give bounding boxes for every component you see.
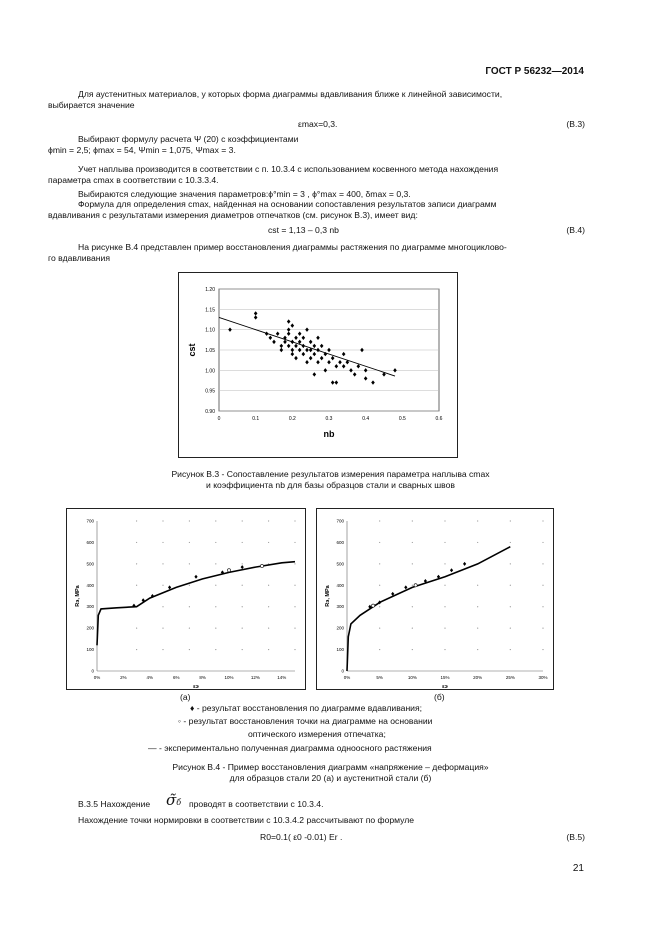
data-point bbox=[349, 368, 353, 372]
grid-dot bbox=[189, 520, 190, 521]
grid-dot bbox=[542, 606, 543, 607]
grid-dot bbox=[444, 606, 445, 607]
grid-dot bbox=[136, 563, 137, 564]
y-tick-label: 200 bbox=[86, 625, 94, 631]
data-point bbox=[331, 356, 335, 360]
grid-dot bbox=[242, 542, 243, 543]
data-point bbox=[309, 340, 313, 344]
paragraph-4: Выбираются следующие значения параметров:ϕ°min = 3 , ϕ°max = 400, δmax = 0,3. bbox=[78, 189, 411, 199]
y-tick-label: 700 bbox=[336, 518, 344, 524]
grid-dot bbox=[379, 520, 380, 521]
figure-b4a-frame bbox=[66, 508, 306, 690]
data-point bbox=[313, 344, 317, 348]
x-tick-label: 0% bbox=[343, 675, 351, 680]
x-axis-label: εэ bbox=[193, 684, 199, 689]
data-point bbox=[265, 332, 269, 336]
grid-dot bbox=[412, 563, 413, 564]
grid-dot bbox=[215, 628, 216, 629]
paragraph-3: Учет наплыва производится в соответствии с п. 10.3.4 с использованием косвенного метода нахождения bbox=[78, 164, 499, 174]
grid-dot bbox=[477, 585, 478, 586]
data-point-diamond bbox=[450, 568, 453, 572]
paragraph-5: Формула для определения cmax, найденная на основании сопоставления результатов записи диаграмм bbox=[78, 199, 497, 209]
x-tick-label: 8% bbox=[199, 675, 206, 680]
paragraph-7a: В.3.5 Нахождение bbox=[78, 799, 151, 809]
grid-dot bbox=[412, 606, 413, 607]
x-tick-label: 25% bbox=[505, 675, 515, 680]
grid-dot bbox=[136, 649, 137, 650]
x-tick-label: 6% bbox=[172, 675, 180, 680]
grid-dot bbox=[542, 520, 543, 521]
grid-dot bbox=[215, 606, 216, 607]
grid-dot bbox=[542, 585, 543, 586]
figure-b4b-frame bbox=[316, 508, 554, 690]
y-tick-label: 1.20 bbox=[205, 287, 215, 293]
data-point bbox=[287, 332, 291, 336]
grid-dot bbox=[379, 628, 380, 629]
x-tick-label: 0.1 bbox=[252, 416, 260, 422]
y-axis-label: Rэ, MPa bbox=[325, 585, 331, 607]
grid-dot bbox=[215, 542, 216, 543]
grid-dot bbox=[294, 585, 295, 586]
equation-b3: εmax=0,3. bbox=[298, 119, 338, 129]
x-tick-label: 0.2 bbox=[288, 416, 296, 422]
legend-line-4: — - экспериментально полученная диаграмма одноосного растяжения bbox=[148, 743, 432, 753]
grid-dot bbox=[189, 628, 190, 629]
grid-dot bbox=[189, 585, 190, 586]
data-point bbox=[320, 356, 324, 360]
grid-dot bbox=[215, 585, 216, 586]
y-tick-label: 0 bbox=[91, 668, 94, 674]
grid-dot bbox=[268, 649, 269, 650]
grid-dot bbox=[444, 628, 445, 629]
data-point bbox=[298, 332, 302, 336]
data-point bbox=[254, 311, 258, 315]
data-point bbox=[302, 336, 306, 340]
data-point bbox=[331, 380, 335, 384]
grid-dot bbox=[189, 563, 190, 564]
x-tick-label: 12% bbox=[250, 675, 260, 680]
x-tick-label: 2% bbox=[120, 675, 127, 680]
data-point bbox=[309, 356, 313, 360]
grid-dot bbox=[510, 585, 511, 586]
grid-dot bbox=[268, 520, 269, 521]
x-tick-label: 0 bbox=[217, 416, 221, 422]
grid-dot bbox=[162, 585, 163, 586]
data-point bbox=[327, 360, 331, 364]
paragraph-1b: выбирается значение bbox=[48, 100, 135, 110]
y-tick-label: 700 bbox=[86, 518, 94, 524]
grid-dot bbox=[542, 563, 543, 564]
data-point bbox=[276, 332, 280, 336]
x-tick-label: 0% bbox=[93, 675, 101, 680]
x-tick-label: 14% bbox=[277, 675, 287, 680]
grid-dot bbox=[542, 542, 543, 543]
x-tick-label: 0.4 bbox=[362, 416, 370, 422]
grid-dot bbox=[412, 628, 413, 629]
x-tick-label: 0.6 bbox=[435, 416, 443, 422]
grid-dot bbox=[268, 542, 269, 543]
grid-dot bbox=[477, 520, 478, 521]
data-point bbox=[291, 348, 295, 352]
figure-b3-chart bbox=[179, 273, 457, 457]
grid-dot bbox=[379, 585, 380, 586]
x-axis-label: εэ bbox=[442, 684, 448, 689]
paragraph-6b: го вдавливания bbox=[48, 253, 111, 263]
experimental-curve bbox=[347, 547, 510, 671]
grid-dot bbox=[136, 520, 137, 521]
figure-b4-caption-2: для образцов стали 20 (а) и аустенитной стали (б) bbox=[229, 773, 432, 783]
paragraph-2: Выбирают формулу расчета Ψ (20) с коэффициентами bbox=[78, 134, 299, 144]
data-point bbox=[342, 364, 346, 368]
y-tick-label: 1.10 bbox=[205, 327, 215, 334]
data-point bbox=[335, 380, 339, 384]
data-point bbox=[294, 356, 298, 360]
grid-dot bbox=[477, 606, 478, 607]
grid-dot bbox=[379, 649, 380, 650]
data-point bbox=[338, 360, 342, 364]
data-point bbox=[302, 344, 306, 348]
data-point bbox=[305, 348, 309, 352]
x-axis-label: nb bbox=[323, 429, 335, 439]
data-point bbox=[316, 348, 320, 352]
y-axis-label: cst bbox=[187, 343, 197, 357]
grid-dot bbox=[242, 585, 243, 586]
x-tick-label: 0.5 bbox=[398, 416, 406, 422]
data-point bbox=[291, 352, 295, 356]
grid-dot bbox=[412, 585, 413, 586]
grid-dot bbox=[379, 563, 380, 564]
paragraph-1: Для аустенитных материалов, у которых форма диаграммы вдавливания ближе к линейной зависимости, bbox=[78, 89, 503, 99]
data-point bbox=[324, 368, 328, 372]
x-tick-label: 10% bbox=[224, 675, 234, 680]
equation-b5-number: (В.5) bbox=[566, 832, 585, 842]
data-point-circle bbox=[260, 564, 263, 567]
grid-dot bbox=[189, 606, 190, 607]
y-tick-label: 200 bbox=[336, 625, 344, 631]
grid-dot bbox=[510, 563, 511, 564]
data-point bbox=[291, 323, 295, 327]
data-point bbox=[280, 348, 284, 352]
grid-dot bbox=[294, 563, 295, 564]
grid-dot bbox=[242, 606, 243, 607]
grid-dot bbox=[510, 628, 511, 629]
grid-dot bbox=[477, 649, 478, 650]
paragraph-3b: параметра cmax в соответствии с 10.3.3.4. bbox=[48, 175, 219, 185]
grid-dot bbox=[444, 585, 445, 586]
y-tick-label: 300 bbox=[86, 604, 94, 610]
grid-dot bbox=[162, 649, 163, 650]
grid-dot bbox=[189, 542, 190, 543]
y-tick-label: 1.05 bbox=[205, 348, 215, 354]
data-point-diamond bbox=[463, 562, 466, 566]
data-point bbox=[357, 364, 361, 368]
data-point bbox=[364, 368, 368, 372]
data-point-circle bbox=[227, 569, 230, 572]
grid-dot bbox=[162, 542, 163, 543]
y-tick-label: 0 bbox=[341, 668, 344, 674]
x-tick-label: 30% bbox=[538, 675, 548, 680]
data-point-diamond bbox=[241, 565, 244, 569]
data-point-diamond bbox=[404, 585, 407, 589]
paragraph-7b: проводят в соответствии с 10.3.4. bbox=[189, 799, 324, 809]
data-point bbox=[316, 336, 320, 340]
y-tick-label: 0.90 bbox=[205, 409, 215, 415]
grid-dot bbox=[379, 542, 380, 543]
data-point bbox=[313, 372, 317, 376]
grid-dot bbox=[136, 542, 137, 543]
fit-line bbox=[219, 317, 395, 376]
grid-dot bbox=[510, 606, 511, 607]
data-point bbox=[302, 352, 306, 356]
data-point bbox=[291, 340, 295, 344]
data-point bbox=[316, 360, 320, 364]
grid-dot bbox=[379, 606, 380, 607]
data-point bbox=[360, 348, 364, 352]
grid-dot bbox=[444, 649, 445, 650]
y-tick-label: 500 bbox=[336, 561, 344, 567]
y-tick-label: 1.15 bbox=[205, 307, 215, 314]
grid-dot bbox=[444, 563, 445, 564]
y-tick-label: 0.95 bbox=[205, 388, 215, 395]
y-tick-label: 600 bbox=[86, 539, 94, 545]
grid-dot bbox=[268, 628, 269, 629]
figure-b4a-chart bbox=[67, 509, 305, 689]
data-point bbox=[283, 340, 287, 344]
grid-dot bbox=[444, 542, 445, 543]
grid-dot bbox=[215, 563, 216, 564]
data-point bbox=[298, 340, 302, 344]
grid-dot bbox=[215, 649, 216, 650]
data-point bbox=[313, 352, 317, 356]
grid-dot bbox=[242, 563, 243, 564]
data-point bbox=[294, 344, 298, 348]
grid-dot bbox=[189, 649, 190, 650]
y-tick-label: 400 bbox=[86, 582, 94, 588]
y-tick-label: 100 bbox=[86, 647, 94, 653]
y-tick-label: 600 bbox=[336, 539, 344, 545]
y-tick-label: 500 bbox=[86, 561, 94, 567]
label-b: (б) bbox=[434, 692, 445, 702]
grid-dot bbox=[136, 585, 137, 586]
grid-dot bbox=[162, 520, 163, 521]
data-point-circle bbox=[414, 584, 417, 587]
grid-dot bbox=[510, 542, 511, 543]
label-a: (а) bbox=[180, 692, 191, 702]
grid-dot bbox=[162, 563, 163, 564]
figure-b3-caption-1: Рисунок В.3 - Сопоставление результатов измерения параметра наплыва cmax bbox=[171, 469, 490, 479]
y-tick-label: 100 bbox=[336, 647, 344, 653]
data-point bbox=[272, 340, 276, 344]
y-tick-label: 400 bbox=[336, 582, 344, 588]
data-point bbox=[294, 336, 298, 340]
figure-b4-caption-1: Рисунок В.4 - Пример восстановления диаграмм «напряжение – деформация» bbox=[172, 762, 489, 772]
experimental-curve bbox=[97, 562, 295, 646]
grid-dot bbox=[510, 649, 511, 650]
grid-dot bbox=[294, 542, 295, 543]
sigma-symbol: σ̃б bbox=[166, 791, 182, 809]
data-point bbox=[287, 319, 291, 323]
data-point bbox=[342, 352, 346, 356]
data-point bbox=[280, 344, 284, 348]
equation-b4-number: (В.4) bbox=[566, 225, 585, 235]
figure-b3-frame bbox=[178, 272, 458, 458]
grid-dot bbox=[294, 628, 295, 629]
grid-dot bbox=[268, 585, 269, 586]
data-point-diamond bbox=[194, 575, 197, 579]
grid-dot bbox=[136, 628, 137, 629]
paragraph-6: На рисунке В.4 представлен пример восстановления диаграммы растяжения по диаграмме многоциклово- bbox=[78, 242, 507, 252]
data-point bbox=[287, 327, 291, 331]
y-tick-label: 300 bbox=[336, 604, 344, 610]
legend-line-1: ♦ - результат восстановления по диаграмме вдавливания; bbox=[190, 703, 423, 713]
grid-dot bbox=[542, 628, 543, 629]
data-point bbox=[353, 372, 357, 376]
grid-dot bbox=[242, 649, 243, 650]
data-point bbox=[287, 344, 291, 348]
equation-b5: R0=0.1( ε0 -0.01) Er . bbox=[260, 832, 343, 842]
grid-dot bbox=[294, 520, 295, 521]
grid-dot bbox=[542, 649, 543, 650]
grid-dot bbox=[412, 542, 413, 543]
x-tick-label: 0.3 bbox=[325, 416, 333, 422]
grid-dot bbox=[268, 606, 269, 607]
equation-b4: cst = 1,13 – 0,3 nb bbox=[268, 225, 339, 235]
grid-dot bbox=[162, 606, 163, 607]
data-point bbox=[371, 380, 375, 384]
equation-b3-number: (В.3) bbox=[566, 119, 585, 129]
data-point bbox=[254, 315, 258, 319]
y-tick-label: 1.00 bbox=[205, 368, 215, 375]
x-tick-label: 5% bbox=[376, 675, 383, 680]
figure-b4b-chart bbox=[317, 509, 553, 689]
paragraph-5b: вдавливания с результатами измерения диаметров отпечатков (см. рисунок В.3), имеет вид: bbox=[48, 210, 418, 220]
paragraph-2b: ϕmin = 2,5; ϕmax = 54, Ψmin = 1,075, Ψmax = 3. bbox=[48, 145, 236, 155]
data-point bbox=[335, 364, 339, 368]
grid-dot bbox=[294, 606, 295, 607]
grid-dot bbox=[242, 520, 243, 521]
data-point bbox=[393, 368, 397, 372]
grid-dot bbox=[242, 628, 243, 629]
grid-dot bbox=[412, 520, 413, 521]
data-point-circle bbox=[372, 604, 375, 607]
x-tick-label: 20% bbox=[473, 675, 483, 680]
paragraph-8: Нахождение точки нормировки в соответствии с 10.3.4.2 рассчитывают по формуле bbox=[78, 815, 415, 825]
data-point bbox=[228, 327, 232, 331]
legend-line-3: оптического измерения отпечатка; bbox=[248, 729, 386, 739]
grid-dot bbox=[162, 628, 163, 629]
x-tick-label: 10% bbox=[407, 675, 417, 680]
data-point bbox=[305, 360, 309, 364]
data-point bbox=[364, 376, 368, 380]
figure-b3-caption-2: и коэффициента nb для базы образцов стали и сварных швов bbox=[206, 480, 455, 490]
y-axis-label: Rэ, MPa bbox=[75, 585, 81, 607]
data-point bbox=[327, 348, 331, 352]
page-number: 21 bbox=[572, 863, 584, 874]
grid-dot bbox=[294, 649, 295, 650]
grid-dot bbox=[412, 649, 413, 650]
data-point bbox=[269, 336, 273, 340]
legend-line-2: ◦ - результат восстановления точки на диаграмме на основании bbox=[178, 716, 433, 726]
grid-dot bbox=[444, 520, 445, 521]
x-tick-label: 4% bbox=[146, 675, 154, 680]
data-point bbox=[305, 327, 309, 331]
grid-dot bbox=[215, 520, 216, 521]
data-point bbox=[320, 344, 324, 348]
grid-dot bbox=[510, 520, 511, 521]
data-point bbox=[298, 348, 302, 352]
grid-dot bbox=[477, 628, 478, 629]
document-header: ГОСТ Р 56232—2014 bbox=[485, 66, 584, 77]
x-tick-label: 15% bbox=[440, 675, 450, 680]
grid-dot bbox=[477, 542, 478, 543]
